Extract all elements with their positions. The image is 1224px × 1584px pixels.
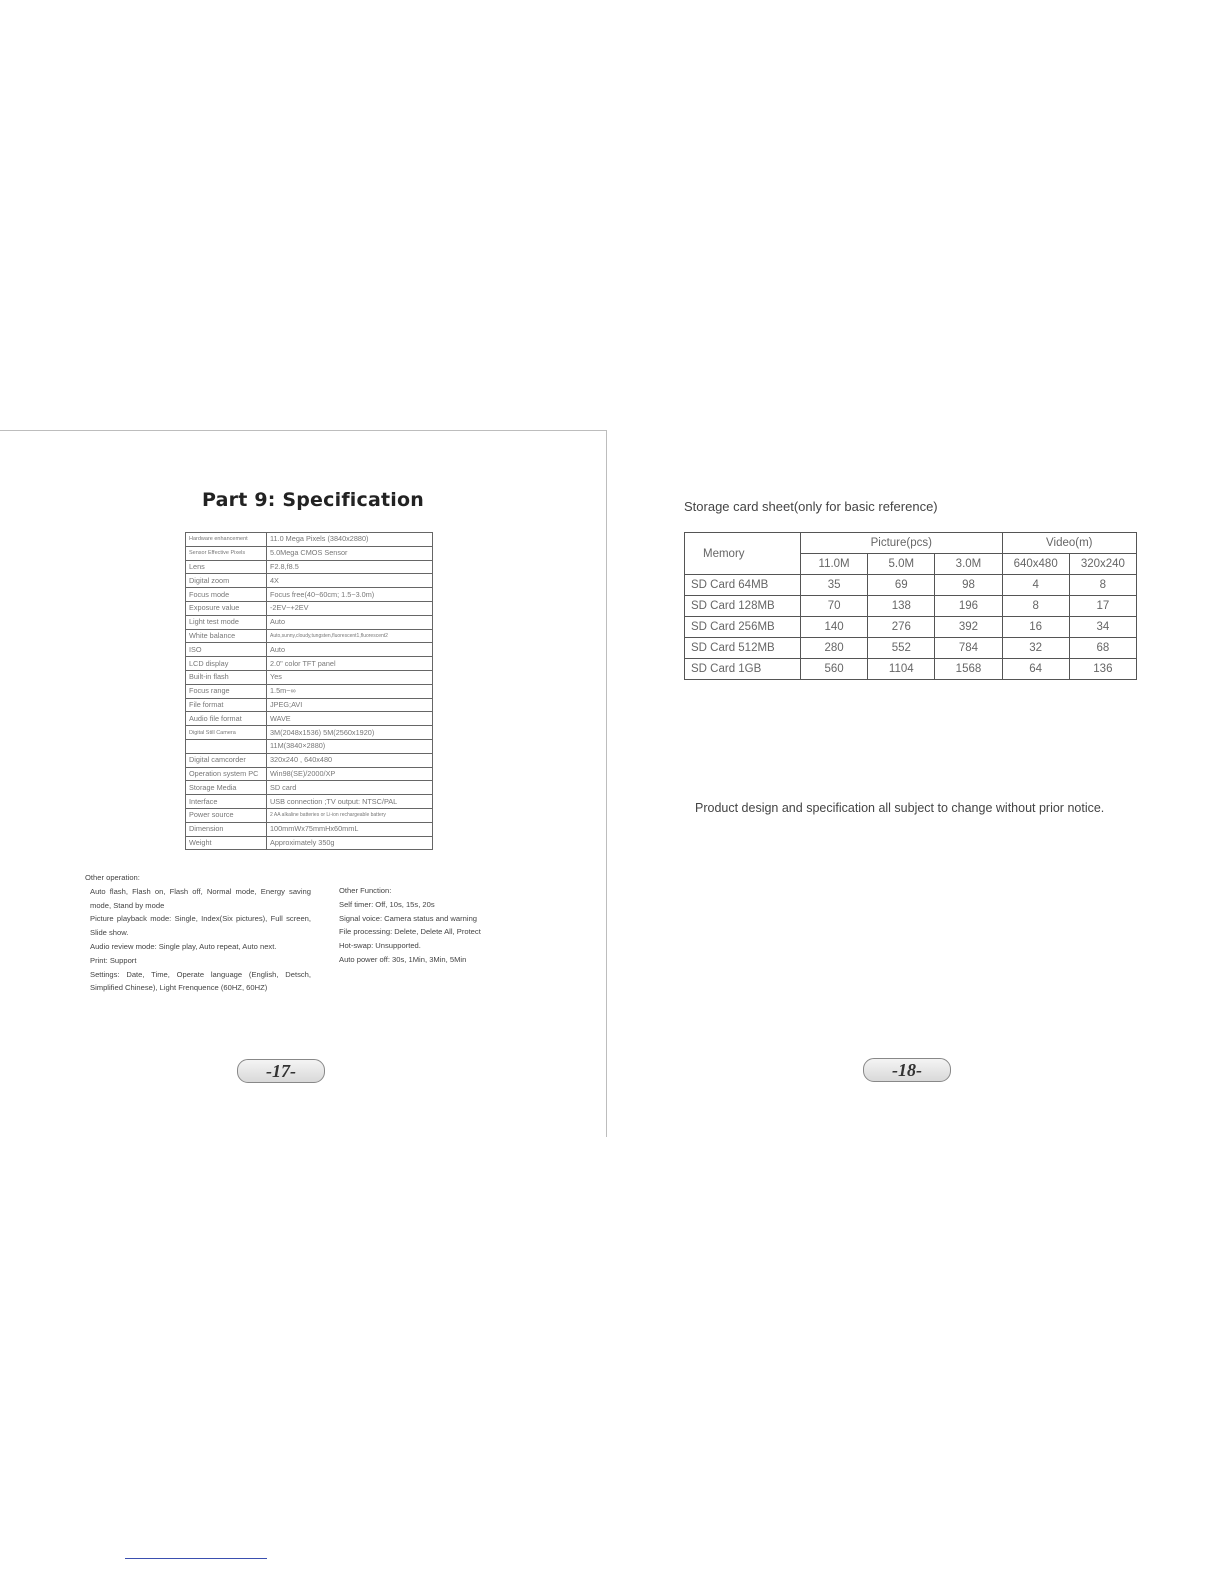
spec-value: F2.8,f8.5 <box>267 560 433 574</box>
spec-key: Built-in flash <box>186 670 267 684</box>
table-cell: 196 <box>935 596 1002 617</box>
spec-value: Approximately 350g <box>267 836 433 850</box>
table-cell: 560 <box>801 659 868 680</box>
spec-key: Operation system PC <box>186 767 267 781</box>
video-header: Video(m) <box>1002 533 1136 554</box>
spec-key: Storage Media <box>186 781 267 795</box>
table-cell: 8 <box>1069 575 1136 596</box>
table-row <box>685 638 1137 659</box>
storage-card-table <box>684 532 1137 680</box>
column-header: 320x240 <box>1069 554 1136 575</box>
row-label: SD Card 512MB <box>685 638 801 659</box>
other-operation-line: Settings: Date, Time, Operate language (English, Detsch, Simplified Chinese), Light Frenquence (60HZ, 60HZ) <box>90 969 311 993</box>
spec-key: Hardware enhancement <box>186 533 267 547</box>
spec-value: 2.0" color TFT panel <box>267 657 433 671</box>
table-row <box>685 596 1137 617</box>
spec-key: Sensor Effective Pixels <box>186 546 267 560</box>
table-cell: 35 <box>801 575 868 596</box>
table-cell: 280 <box>801 638 868 659</box>
spec-row <box>186 657 433 671</box>
table-row <box>685 617 1137 638</box>
footer-link-underline <box>125 1558 267 1559</box>
table-row <box>685 659 1137 680</box>
page-title: Part 9: Specification <box>202 489 424 511</box>
spec-value: 1.5m~∞ <box>267 684 433 698</box>
table-cell: 98 <box>935 575 1002 596</box>
other-function-line: Hot-swap: Unsupported. <box>339 941 421 951</box>
spec-row <box>186 753 433 767</box>
table-cell: 8 <box>1002 596 1069 617</box>
spec-row <box>186 629 433 643</box>
table-cell: 140 <box>801 617 868 638</box>
spec-row <box>186 726 433 740</box>
table-cell: 69 <box>868 575 935 596</box>
spec-value: 3M(2048x1536) 5M(2560x1920) <box>267 726 433 740</box>
spec-value: 4X <box>267 574 433 588</box>
specification-table <box>185 532 433 850</box>
other-function-line: Auto power off: 30s, 1Min, 3Min, 5Min <box>339 954 467 964</box>
table-cell: 392 <box>935 617 1002 638</box>
spec-row <box>186 781 433 795</box>
other-function-line: File processing: Delete, Delete All, Protect <box>339 927 481 937</box>
spec-value: SD card <box>267 781 433 795</box>
page-number: -17- <box>237 1059 325 1083</box>
other-function-line: Signal voice: Camera status and warning <box>339 913 478 923</box>
spec-row <box>186 698 433 712</box>
picture-header: Picture(pcs) <box>801 533 1003 554</box>
table-cell: 276 <box>868 617 935 638</box>
other-function-section <box>339 884 539 967</box>
row-label: SD Card 64MB <box>685 575 801 596</box>
spec-key: Power source <box>186 808 267 822</box>
spec-row <box>186 822 433 836</box>
table-cell: 16 <box>1002 617 1069 638</box>
spec-value: 100mmWx75mmHx60mmL <box>267 822 433 836</box>
table-cell: 4 <box>1002 575 1069 596</box>
other-operation-line: Picture playback mode: Single, Index(Six pictures), Full screen, Slide show. <box>90 914 311 938</box>
other-operation-heading: Other operation: <box>85 873 140 882</box>
page-17 <box>0 430 607 1137</box>
storage-sheet-title: Storage card sheet(only for basic reference) <box>684 499 938 514</box>
spec-value: 2 AA alkaline batteries or Li-ion rechargeable battery <box>267 808 433 822</box>
table-cell: 1568 <box>935 659 1002 680</box>
spec-row <box>186 560 433 574</box>
spec-row <box>186 643 433 657</box>
table-cell: 1104 <box>868 659 935 680</box>
table-cell: 138 <box>868 596 935 617</box>
spec-key: Light test mode <box>186 615 267 629</box>
other-operation-line: Auto flash, Flash on, Flash off, Normal mode, Energy saving mode, Stand by mode <box>90 886 311 910</box>
spec-value: Auto <box>267 643 433 657</box>
spec-key: Interface <box>186 795 267 809</box>
table-row <box>685 575 1137 596</box>
table-cell: 552 <box>868 638 935 659</box>
column-header: 3.0M <box>935 554 1002 575</box>
spec-row <box>186 615 433 629</box>
spec-row <box>186 588 433 602</box>
spec-key: Digital camcorder <box>186 753 267 767</box>
spec-row <box>186 739 433 753</box>
spec-key: Lens <box>186 560 267 574</box>
table-cell: 17 <box>1069 596 1136 617</box>
spec-key: Focus mode <box>186 588 267 602</box>
spec-key: White balance <box>186 629 267 643</box>
spec-value: Focus free(40~60cm; 1.5~3.0m) <box>267 588 433 602</box>
spec-row <box>186 836 433 850</box>
spec-value: 11.0 Mega Pixels (3840x2880) <box>267 533 433 547</box>
spec-value: Win98(SE)/2000/XP <box>267 767 433 781</box>
table-cell: 68 <box>1069 638 1136 659</box>
spec-value: USB connection ;TV output: NTSC/PAL <box>267 795 433 809</box>
spec-key <box>186 739 267 753</box>
column-header: 640x480 <box>1002 554 1069 575</box>
spec-row <box>186 533 433 547</box>
spec-key: Focus range <box>186 684 267 698</box>
table-cell: 32 <box>1002 638 1069 659</box>
spec-key: Exposure value <box>186 601 267 615</box>
spec-key: LCD display <box>186 657 267 671</box>
spec-row <box>186 795 433 809</box>
other-operation-section <box>85 871 311 995</box>
table-cell: 784 <box>935 638 1002 659</box>
other-function-line: Self timer: Off, 10s, 15s, 20s <box>339 899 435 909</box>
other-operation-line: Audio review mode: Single play, Auto repeat, Auto next. <box>90 941 277 951</box>
row-label: SD Card 256MB <box>685 617 801 638</box>
spec-key: Dimension <box>186 822 267 836</box>
change-notice: Product design and specification all subject to change without prior notice. <box>695 801 1105 815</box>
other-operation-line: Print: Support <box>90 955 137 965</box>
spec-value: WAVE <box>267 712 433 726</box>
spec-value: 320x240 , 640x480 <box>267 753 433 767</box>
column-header: 11.0M <box>801 554 868 575</box>
spec-value: Auto <box>267 615 433 629</box>
table-cell: 64 <box>1002 659 1069 680</box>
spec-value: 5.0Mega CMOS Sensor <box>267 546 433 560</box>
spec-row <box>186 670 433 684</box>
spec-key: Digital zoom <box>186 574 267 588</box>
row-label: SD Card 1GB <box>685 659 801 680</box>
table-cell: 136 <box>1069 659 1136 680</box>
memory-header: Memory <box>685 533 801 575</box>
spec-key: Digital Still Camera <box>186 726 267 740</box>
table-cell: 70 <box>801 596 868 617</box>
spec-row <box>186 546 433 560</box>
spec-row <box>186 767 433 781</box>
spec-value: JPEG;AVI <box>267 698 433 712</box>
spec-row <box>186 808 433 822</box>
page-number: -18- <box>863 1058 951 1082</box>
table-cell: 34 <box>1069 617 1136 638</box>
spec-row <box>186 574 433 588</box>
spec-value: -2EV~+2EV <box>267 601 433 615</box>
spec-key: Audio file format <box>186 712 267 726</box>
spec-key: Weight <box>186 836 267 850</box>
spec-value: Yes <box>267 670 433 684</box>
spec-row <box>186 684 433 698</box>
spec-key: ISO <box>186 643 267 657</box>
other-function-heading: Other Function: <box>339 886 392 895</box>
row-label: SD Card 128MB <box>685 596 801 617</box>
spec-value: Auto,sunny,cloudy,tungsten,fluorescent1,fluorescent2 <box>267 629 433 643</box>
page-18 <box>608 430 1224 1137</box>
spec-row <box>186 601 433 615</box>
spec-value: 11M(3840×2880) <box>267 739 433 753</box>
spec-key: File format <box>186 698 267 712</box>
spec-row <box>186 712 433 726</box>
column-header: 5.0M <box>868 554 935 575</box>
